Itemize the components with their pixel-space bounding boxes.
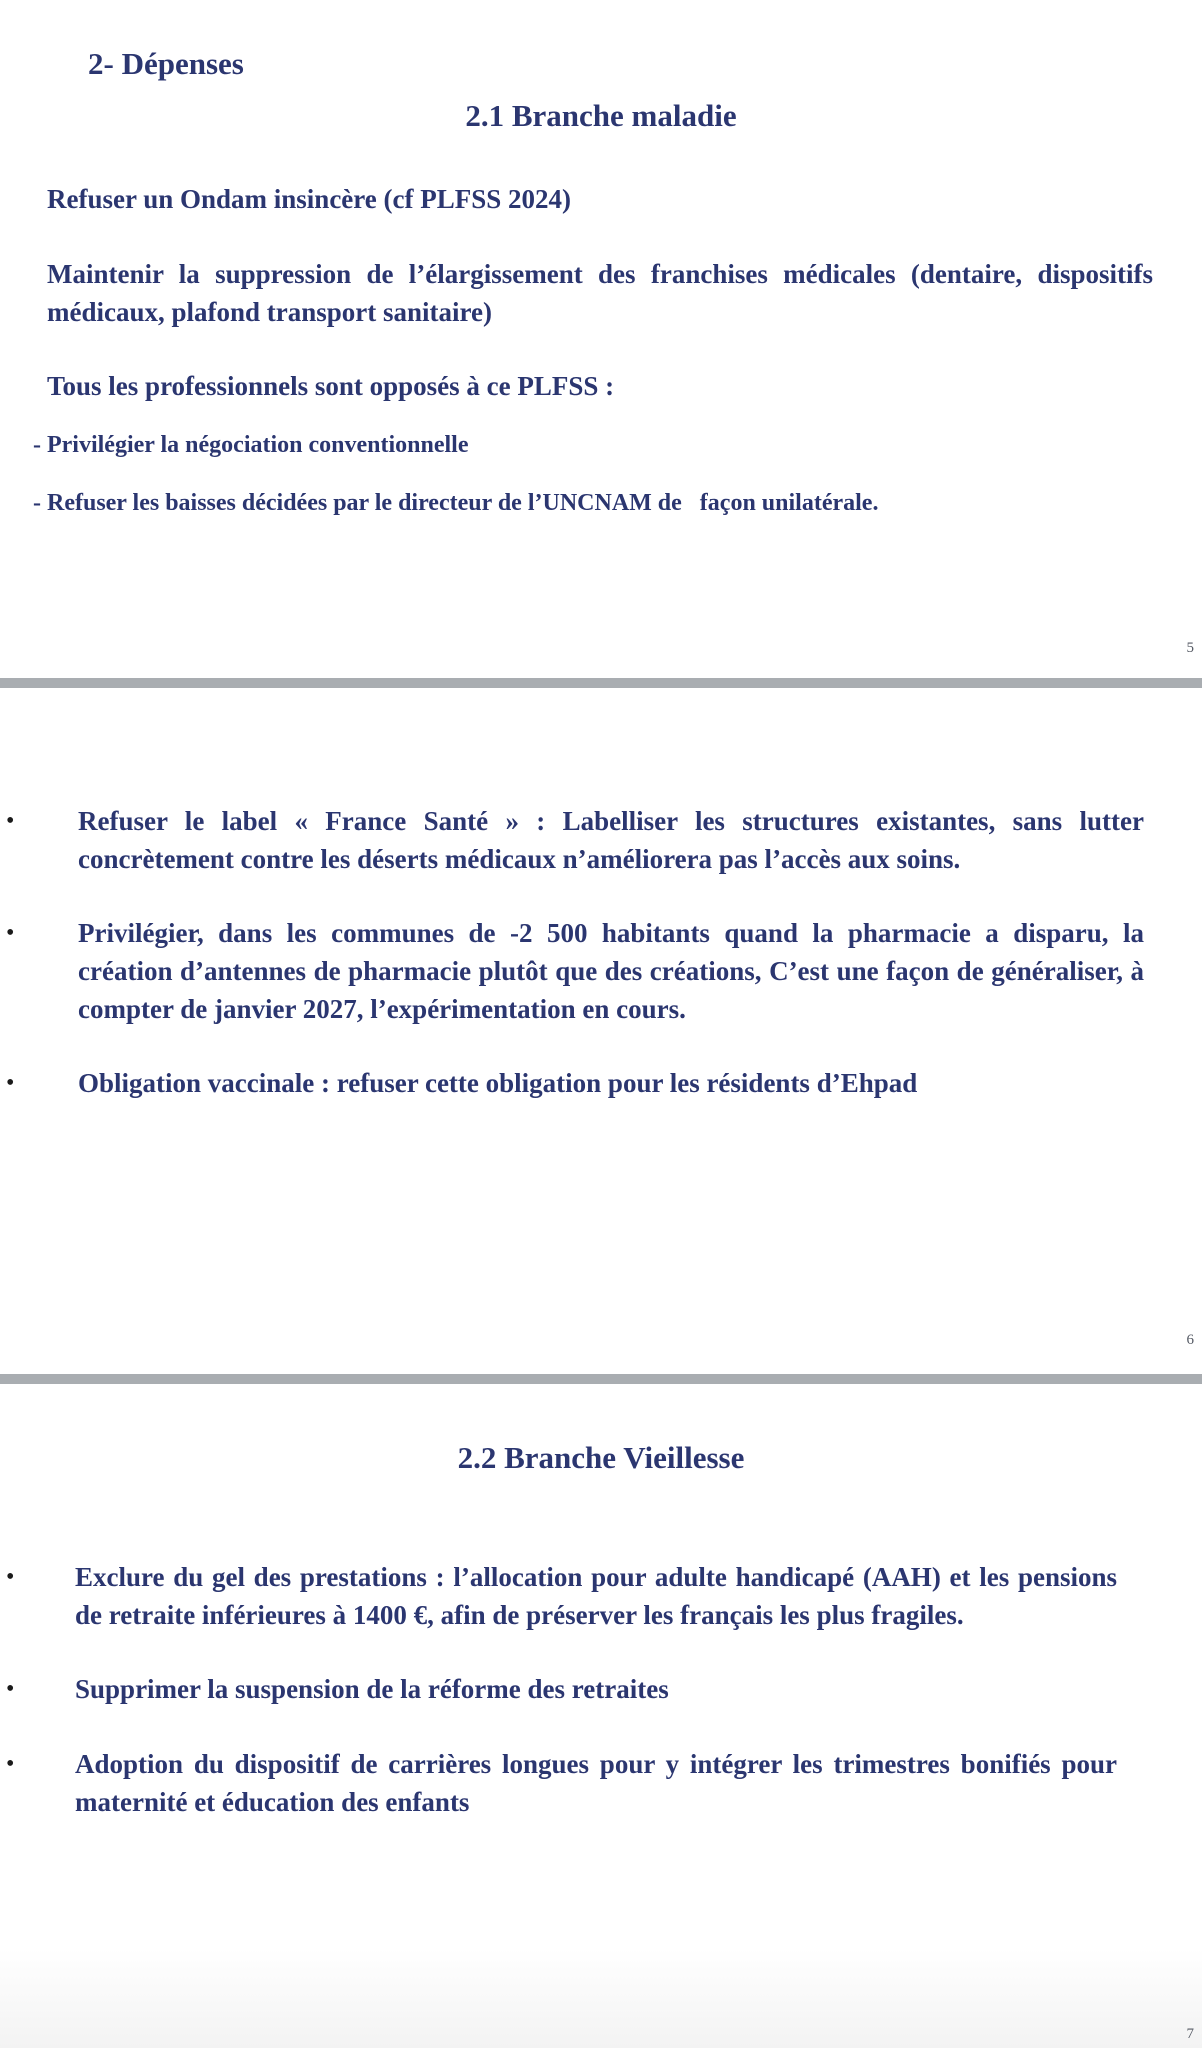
slide-7 bbox=[0, 1384, 1202, 2048]
bullet-text-gel-prestations: Exclure du gel des prestations : l’allocation pour adulte handicapé (AAH) et les pensions de retraite inférieures à 1400 €, afin de préserver les français les plus fragiles. bbox=[75, 1562, 1117, 1630]
slide-separator bbox=[0, 678, 1202, 688]
paragraph-franchises: Maintenir la suppression de l’élargissement des franchises médicales (dentaire, dispositifs médicaux, plafond transport sanitaire) bbox=[47, 259, 1153, 327]
paragraph-ondam: Refuser un Ondam insincère (cf PLFSS 2024) bbox=[47, 184, 572, 214]
slide-6 bbox=[0, 688, 1202, 1374]
slide-separator bbox=[0, 1374, 1202, 1384]
page-number: 6 bbox=[1186, 1332, 1194, 1348]
page-number: 7 bbox=[1186, 2026, 1194, 2042]
slide-5 bbox=[0, 0, 1202, 678]
bullet-text-reforme-retraites: Supprimer la suspension de la réforme des retraites bbox=[75, 1674, 669, 1704]
bullet-text-france-sante: Refuser le label « France Santé » : Labelliser les structures existantes, sans lutter concrètement contre les déserts médicaux n’améliorera pas l’accès aux soins. bbox=[78, 806, 1144, 874]
bullet-marker: • bbox=[6, 808, 15, 834]
bullet-marker: • bbox=[6, 920, 15, 946]
section-title: 2- Dépenses bbox=[88, 46, 244, 81]
bullet-text-vaccinale: Obligation vaccinale : refuser cette obligation pour les résidents d’Ehpad bbox=[78, 1068, 918, 1098]
subtitle-branche-maladie: 2.1 Branche maladie bbox=[465, 98, 737, 133]
bullet-marker: • bbox=[6, 1070, 15, 1096]
page-number: 5 bbox=[1186, 640, 1194, 656]
paragraph-professionnels: Tous les professionnels sont opposés à ce PLFSS : bbox=[47, 371, 615, 401]
subtitle-branche-vieillesse: 2.2 Branche Vieillesse bbox=[457, 1440, 745, 1475]
bullet-marker: • bbox=[6, 1564, 15, 1590]
bullet-marker: • bbox=[6, 1751, 15, 1777]
dash-item-negociation: - Privilégier la négociation conventionnelle bbox=[33, 432, 469, 458]
dash-item-baisses: - Refuser les baisses décidées par le directeur de l’UNCNAM de façon unilatérale. bbox=[33, 490, 879, 516]
bullet-marker: • bbox=[6, 1676, 15, 1702]
bullet-text-carrieres-longues: Adoption du dispositif de carrières longues pour y intégrer les trimestres bonifiés pour maternité et éducation des enfants bbox=[75, 1749, 1117, 1817]
bullet-text-pharmacie: Privilégier, dans les communes de -2 500 habitants quand la pharmacie a disparu, la création d’antennes de pharmacie plutôt que des créations, C’est une façon de généraliser, à compter de janvier 2027, l’expérimentation en cours. bbox=[78, 918, 1144, 1024]
